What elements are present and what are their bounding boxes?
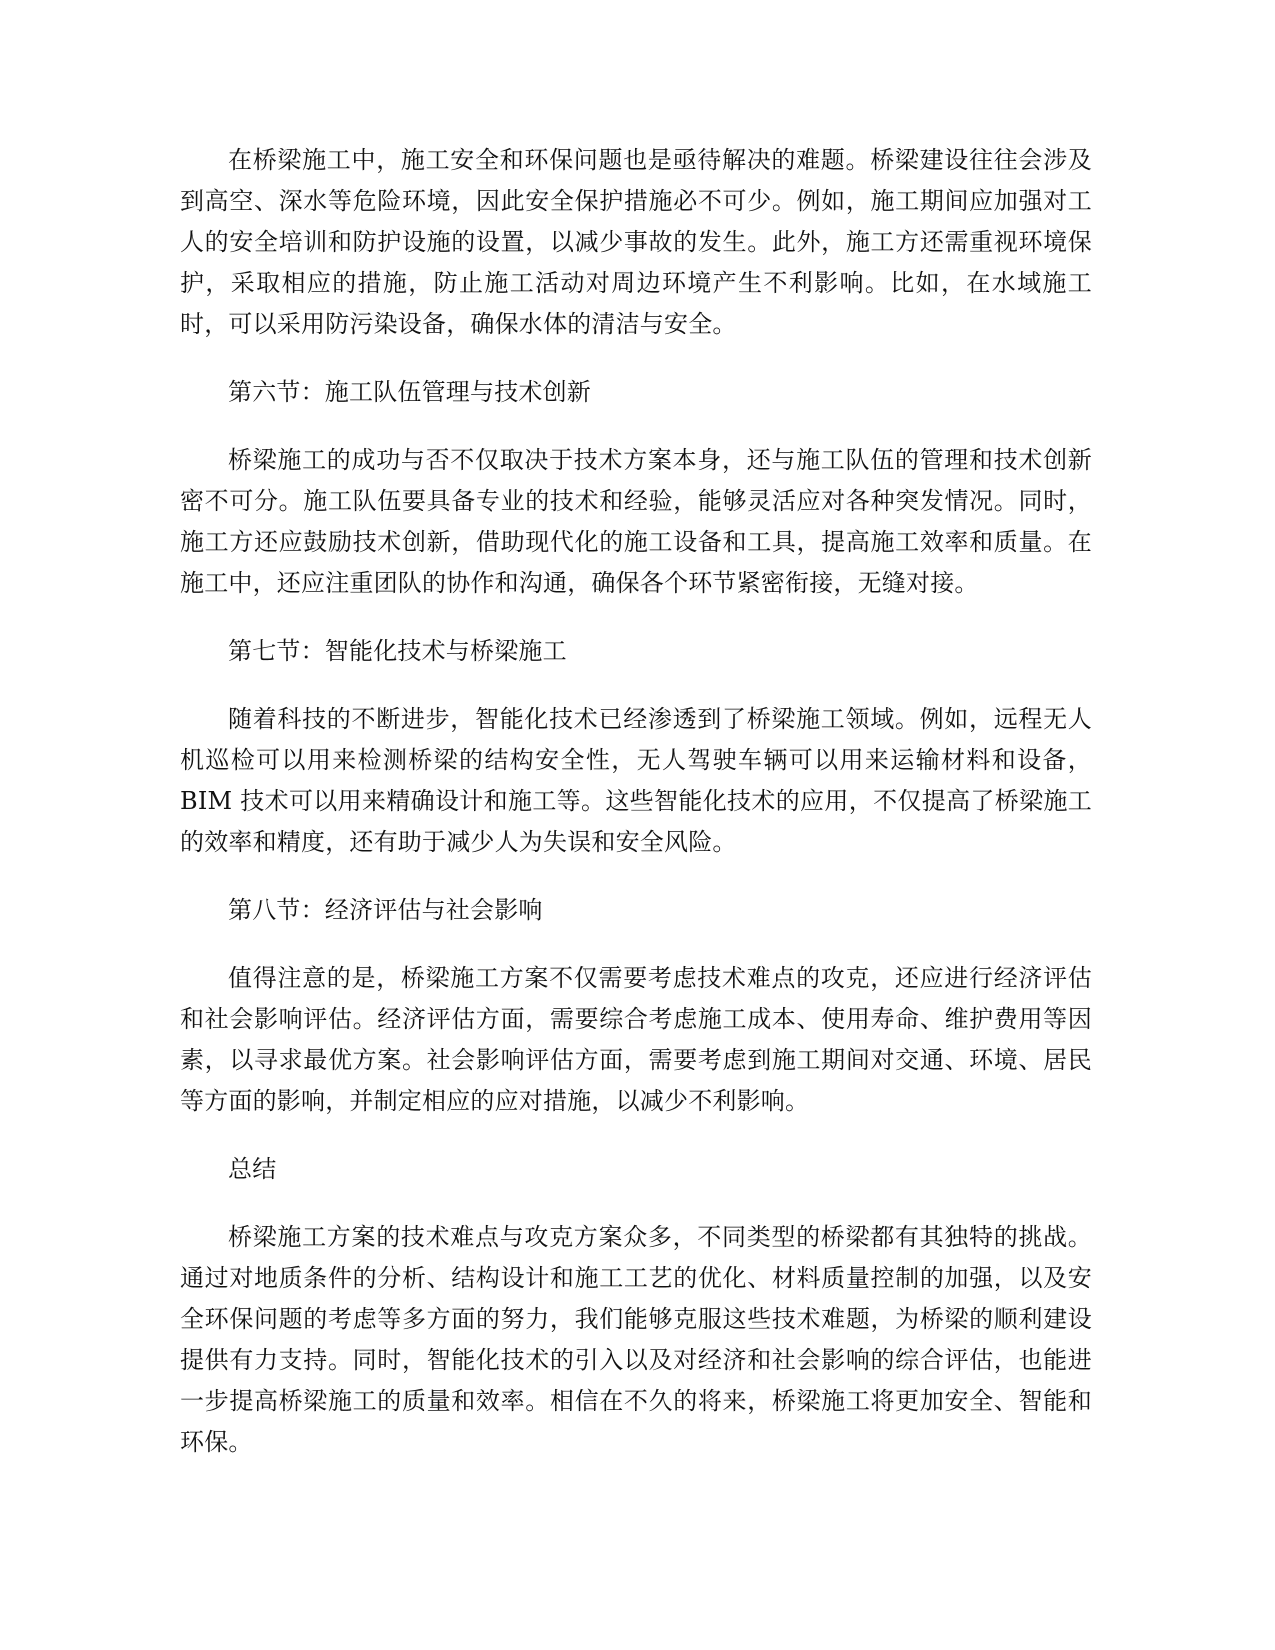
section-heading-summary: 总结 bbox=[228, 1155, 277, 1183]
paragraph-safety-environment: 在桥梁施工中，施工安全和环保问题也是亟待解决的难题。桥梁建设往往会涉及到高空、深水等危险环境，因此安全保护措施必不可少。例如，施工期间应加强对工人的安全培训和防护设施的设置，以减少事故的发生。此外，施工方还需重视环境保护，采取相应的措施，防止施工活动对周边环境产生不利影响。比如，在水域施工时，可以采用防污染设备，确保水体的清洁与安全。 bbox=[180, 146, 1092, 338]
section-heading-7: 第七节：智能化技术与桥梁施工 bbox=[228, 637, 567, 665]
paragraph-intelligent-tech: 随着科技的不断进步，智能化技术已经渗透到了桥梁施工领域。例如，远程无人机巡检可以用来检测桥梁的结构安全性，无人驾驶车辆可以用来运输材料和设备，BIM 技术可以用来精确设计和施工等。这些智能化技术的应用，不仅提高了桥梁施工的效率和精度，还有助于减少人为失误和安全风险。 bbox=[180, 705, 1092, 856]
paragraph-team-management: 桥梁施工的成功与否不仅取决于技术方案本身，还与施工队伍的管理和技术创新密不可分。施工队伍要具备专业的技术和经验，能够灵活应对各种突发情况。同时，施工方还应鼓励技术创新，借助现代化的施工设备和工具，提高施工效率和质量。在施工中，还应注重团队的协作和沟通，确保各个环节紧密衔接，无缝对接。 bbox=[180, 446, 1092, 597]
document-page bbox=[180, 140, 1092, 1490]
paragraph-economic-social: 值得注意的是，桥梁施工方案不仅需要考虑技术难点的攻克，还应进行经济评估和社会影响评估。经济评估方面，需要综合考虑施工成本、使用寿命、维护费用等因素，以寻求最优方案。社会影响评估方面，需要考虑到施工期间对交通、环境、居民等方面的影响，并制定相应的应对措施，以减少不利影响。 bbox=[180, 964, 1092, 1115]
section-heading-8: 第八节：经济评估与社会影响 bbox=[228, 896, 543, 924]
section-heading-6: 第六节：施工队伍管理与技术创新 bbox=[228, 378, 591, 406]
paragraph-summary: 桥梁施工方案的技术难点与攻克方案众多，不同类型的桥梁都有其独特的挑战。通过对地质条件的分析、结构设计和施工工艺的优化、材料质量控制的加强，以及安全环保问题的考虑等多方面的努力，我们能够克服这些技术难题，为桥梁的顺利建设提供有力支持。同时，智能化技术的引入以及对经济和社会影响的综合评估，也能进一步提高桥梁施工的质量和效率。相信在不久的将来，桥梁施工将更加安全、智能和环保。 bbox=[180, 1223, 1092, 1456]
